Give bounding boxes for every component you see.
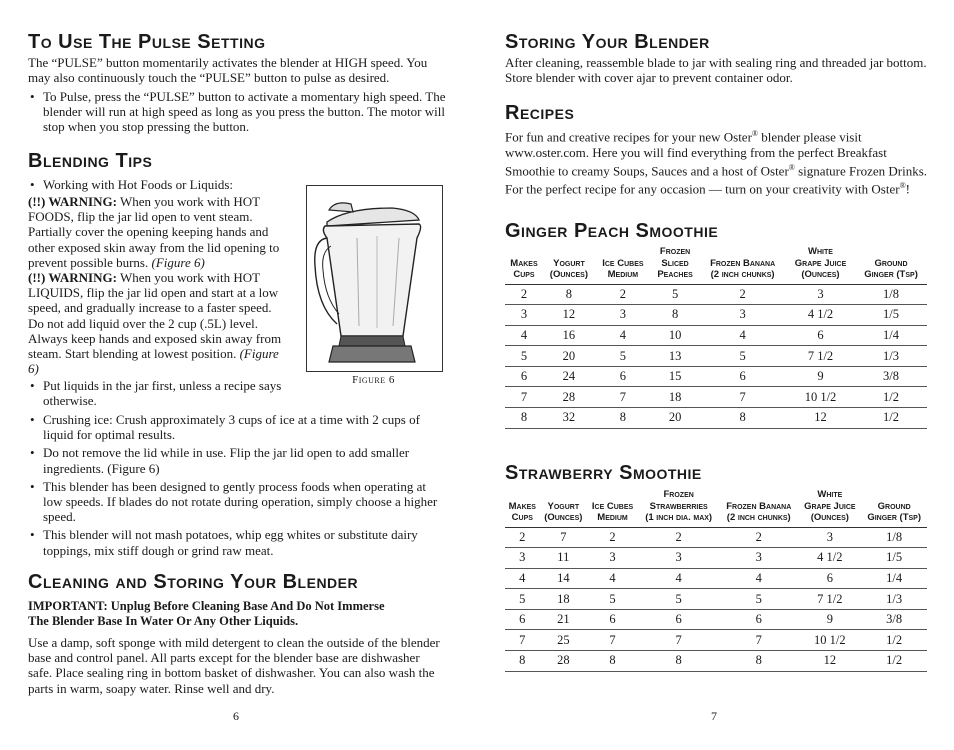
column-header-line: Ice Cubes bbox=[602, 257, 644, 269]
table-row bbox=[505, 609, 927, 630]
column-header-line: Makes bbox=[510, 257, 538, 269]
hot-foods-list bbox=[28, 177, 298, 192]
table-cell: 13 bbox=[651, 346, 699, 367]
table-cell: 6 bbox=[587, 609, 638, 630]
table-row bbox=[505, 284, 927, 305]
table-cell: 4 1/2 bbox=[798, 548, 861, 569]
table-header-row bbox=[505, 246, 927, 284]
table-cell: 3 bbox=[638, 548, 719, 569]
column-header-line: Ginger (Tsp) bbox=[867, 512, 921, 523]
table-cell: 1/2 bbox=[855, 408, 927, 429]
table-cell: 5 bbox=[638, 589, 719, 610]
table-row bbox=[505, 651, 927, 672]
hot-foods-bullet: • Working with Hot Foods or Liquids: bbox=[28, 177, 298, 192]
table-cell: 6 bbox=[798, 568, 861, 589]
table-cell: 10 bbox=[651, 325, 699, 346]
table-cell: 15 bbox=[651, 366, 699, 387]
important-line-1: IMPORTANT: Unplug Before Cleaning Base And Do Not Immerse bbox=[28, 599, 385, 613]
blending-tips-list bbox=[28, 412, 446, 558]
column-header-line: Frozen Banana bbox=[726, 500, 792, 512]
table-cell: 7 bbox=[638, 630, 719, 651]
figure-reference: (Figure 6) bbox=[151, 254, 205, 270]
column-header bbox=[798, 489, 861, 527]
table-cell: 8 bbox=[699, 408, 786, 429]
table-cell: 3 bbox=[595, 305, 651, 326]
warning-hot-liquids bbox=[28, 270, 286, 376]
recipes-text: ! bbox=[905, 181, 910, 197]
table-row bbox=[505, 408, 927, 429]
strawberry-table bbox=[505, 489, 927, 672]
figure-reference: (Figure 6) bbox=[28, 346, 279, 377]
table-cell: 1/3 bbox=[861, 589, 927, 610]
registered-mark: ® bbox=[899, 181, 906, 191]
table-cell: 7 bbox=[505, 387, 543, 408]
cleaning-heading: Cleaning and Storing Your Blender bbox=[28, 571, 359, 593]
table-cell: 18 bbox=[651, 387, 699, 408]
important-line-2: The Blender Base In Water Or Any Other Liquids. bbox=[28, 614, 299, 628]
table-cell: 3 bbox=[699, 305, 786, 326]
table-cell: 5 bbox=[595, 346, 651, 367]
blender-figure bbox=[306, 185, 443, 372]
column-header bbox=[543, 246, 595, 284]
table-cell: 2 bbox=[638, 527, 719, 548]
table-cell: 8 bbox=[587, 651, 638, 672]
table-cell: 6 bbox=[505, 609, 540, 630]
table-cell: 4 bbox=[699, 325, 786, 346]
table-cell: 1/2 bbox=[861, 651, 927, 672]
table-cell: 12 bbox=[543, 305, 595, 326]
column-header bbox=[861, 489, 927, 527]
column-header bbox=[786, 246, 855, 284]
column-header-line: Strawberries bbox=[649, 500, 708, 512]
warning-label: (!!) WARNING: bbox=[28, 194, 117, 209]
table-cell: 2 bbox=[719, 527, 798, 548]
column-header-line: Frozen Banana bbox=[710, 257, 776, 269]
table-cell: 5 bbox=[505, 589, 540, 610]
column-header bbox=[651, 246, 699, 284]
table-cell: 4 1/2 bbox=[786, 305, 855, 326]
table-cell: 3/8 bbox=[855, 366, 927, 387]
table-row bbox=[505, 387, 927, 408]
table-cell: 7 bbox=[595, 387, 651, 408]
pulse-heading: To Use The Pulse Setting bbox=[28, 31, 266, 53]
column-header bbox=[719, 489, 798, 527]
column-header-line: Ground bbox=[877, 500, 911, 512]
table-cell: 18 bbox=[540, 589, 587, 610]
table-cell: 3 bbox=[798, 527, 861, 548]
column-header-line: Peaches bbox=[657, 269, 693, 280]
table-row bbox=[505, 366, 927, 387]
table-cell: 8 bbox=[638, 651, 719, 672]
table-cell: 2 bbox=[595, 284, 651, 305]
table-cell: 1/8 bbox=[861, 527, 927, 548]
warning-hot-foods bbox=[28, 194, 286, 270]
table-header-row bbox=[505, 489, 927, 527]
ginger-peach-table bbox=[505, 246, 927, 429]
column-header-line: White bbox=[817, 489, 843, 500]
column-header-line: (Ounces) bbox=[544, 512, 583, 523]
column-header-line: Medium bbox=[597, 512, 628, 523]
table-cell: 8 bbox=[505, 651, 540, 672]
table-cell: 3 bbox=[786, 284, 855, 305]
table-cell: 1/2 bbox=[861, 630, 927, 651]
table-cell: 7 bbox=[719, 630, 798, 651]
table-cell: 20 bbox=[543, 346, 595, 367]
column-header bbox=[855, 246, 927, 284]
table-cell: 6 bbox=[786, 325, 855, 346]
table-cell: 7 bbox=[587, 630, 638, 651]
table-cell: 25 bbox=[540, 630, 587, 651]
table-cell: 4 bbox=[638, 568, 719, 589]
table-cell: 1/2 bbox=[855, 387, 927, 408]
table-cell: 2 bbox=[587, 527, 638, 548]
table-row bbox=[505, 630, 927, 651]
table-cell: 4 bbox=[505, 568, 540, 589]
pulse-list bbox=[28, 89, 446, 135]
put-liquids-list bbox=[28, 378, 290, 408]
registered-mark: ® bbox=[751, 129, 758, 138]
figure-caption: Figure 6 bbox=[352, 374, 395, 386]
table-cell: 3 bbox=[505, 548, 540, 569]
pulse-bullet: • To Pulse, press the “PULSE” button to activate a momentary high speed. The blender will run at high speed as long as you press the button. The motor will stop when you stop pressing the button. bbox=[28, 89, 446, 135]
table-cell: 7 bbox=[699, 387, 786, 408]
table-cell: 6 bbox=[505, 366, 543, 387]
table-cell: 3/8 bbox=[861, 609, 927, 630]
warning-text: When you work with HOT LIQUIDS, flip the jar lid open and start at a low speed, and gradually increase to a faster speed. Do not add liquid over the 2 cup (.5L) level. Always keep hands and exposed skin away from steam. Start blending at lowest position. bbox=[28, 270, 282, 362]
table-cell: 3 bbox=[587, 548, 638, 569]
column-header-line: Cups bbox=[513, 269, 535, 280]
table-cell: 2 bbox=[699, 284, 786, 305]
recipes-text: blender please visit www.oster.com. Here you will find everything from the perfect Breakfast Smoothie to creamy Soups, Sauces and a host of Oster bbox=[505, 129, 887, 179]
table-cell: 12 bbox=[798, 651, 861, 672]
table-cell: 1/3 bbox=[855, 346, 927, 367]
table-row bbox=[505, 346, 927, 367]
table-cell: 7 1/2 bbox=[798, 589, 861, 610]
column-header-line: (2 inch chunks) bbox=[726, 512, 791, 523]
column-header-line: Ground bbox=[874, 257, 908, 269]
table-cell: 21 bbox=[540, 609, 587, 630]
table-cell: 5 bbox=[587, 589, 638, 610]
column-header-line: (Ounces) bbox=[549, 269, 589, 280]
column-header bbox=[505, 246, 543, 284]
column-header bbox=[587, 489, 638, 527]
table-cell: 8 bbox=[651, 305, 699, 326]
column-header-line: Medium bbox=[607, 269, 639, 280]
table-cell: 7 1/2 bbox=[786, 346, 855, 367]
column-header-line: Makes bbox=[508, 500, 536, 512]
recipes-text: For fun and creative recipes for your new Oster bbox=[505, 129, 752, 145]
table-cell: 4 bbox=[595, 325, 651, 346]
page-number-left: 6 bbox=[233, 709, 239, 723]
table-cell: 12 bbox=[786, 408, 855, 429]
registered-mark: ® bbox=[788, 162, 795, 172]
column-header-line: Cups bbox=[511, 512, 533, 523]
column-header-line: (Ounces) bbox=[801, 269, 840, 280]
list-item: • Crushing ice: Crush approximately 3 cups of ice at a time with 2 cups of liquid for optimal results. bbox=[28, 412, 446, 442]
recipes-body bbox=[505, 126, 927, 197]
table-cell: 5 bbox=[651, 284, 699, 305]
column-header-line: Ginger (Tsp) bbox=[864, 269, 918, 280]
table-row bbox=[505, 568, 927, 589]
table-cell: 5 bbox=[699, 346, 786, 367]
column-header-line: Ice Cubes bbox=[591, 500, 634, 512]
table-cell: 10 1/2 bbox=[786, 387, 855, 408]
table-cell: 2 bbox=[505, 284, 543, 305]
warning-text: When you work with HOT FOODS, flip the jar lid open to vent steam. Partially cover the opening keeping hands and other exposed skin away from the lid opening to prevent possible burns. bbox=[28, 194, 280, 270]
table-cell: 6 bbox=[699, 366, 786, 387]
blending-tips-heading: Blending Tips bbox=[28, 150, 153, 172]
table-cell: 8 bbox=[595, 408, 651, 429]
table-cell: 5 bbox=[719, 589, 798, 610]
table-cell: 32 bbox=[543, 408, 595, 429]
table-cell: 20 bbox=[651, 408, 699, 429]
table-row bbox=[505, 325, 927, 346]
storing-body: After cleaning, reassemble blade to jar with sealing ring and threaded jar bottom. Store blender with cover ajar to prevent container odor. bbox=[505, 55, 927, 86]
column-header bbox=[595, 246, 651, 284]
column-header bbox=[699, 246, 786, 284]
blender-illustration bbox=[307, 186, 442, 371]
pulse-intro: The “PULSE” button momentarily activates the blender at HIGH speed. You may also continuously touch the “PULSE” button to pulse as desired. bbox=[28, 55, 428, 86]
table-cell: 8 bbox=[505, 408, 543, 429]
column-header-line: Yogurt bbox=[547, 500, 580, 512]
recipes-heading: Recipes bbox=[505, 102, 575, 124]
table-cell: 6 bbox=[719, 609, 798, 630]
page-number-right: 7 bbox=[711, 709, 717, 723]
table-row bbox=[505, 589, 927, 610]
column-header-line: Frozen bbox=[659, 246, 691, 257]
column-header-line: Yogurt bbox=[553, 257, 585, 269]
table-cell: 2 bbox=[505, 527, 540, 548]
table-cell: 24 bbox=[543, 366, 595, 387]
table-cell: 9 bbox=[786, 366, 855, 387]
table-cell: 11 bbox=[540, 548, 587, 569]
column-header bbox=[505, 489, 540, 527]
column-header-line: Grape Juice bbox=[804, 500, 856, 512]
list-item: • Do not remove the lid while in use. Flip the jar lid open to add smaller ingredients. (Figure 6) bbox=[28, 445, 446, 475]
column-header-line: (2 inch chunks) bbox=[710, 269, 775, 280]
table-cell: 3 bbox=[505, 305, 543, 326]
column-header-line: Frozen bbox=[663, 489, 694, 500]
table-cell: 28 bbox=[540, 651, 587, 672]
table-row bbox=[505, 548, 927, 569]
table-cell: 10 1/2 bbox=[798, 630, 861, 651]
table-cell: 9 bbox=[798, 609, 861, 630]
column-header-line: Sliced bbox=[661, 257, 689, 269]
table-cell: 16 bbox=[543, 325, 595, 346]
table-cell: 7 bbox=[540, 527, 587, 548]
strawberry-heading: Strawberry Smoothie bbox=[505, 462, 702, 484]
column-header-line: White bbox=[808, 246, 833, 257]
table-cell: 3 bbox=[719, 548, 798, 569]
table-cell: 4 bbox=[587, 568, 638, 589]
table-cell: 4 bbox=[719, 568, 798, 589]
table-cell: 1/4 bbox=[861, 568, 927, 589]
recipes-text: signature Frozen Drinks. For the perfect recipe for any occasion — turn on your creativity with Oster bbox=[505, 163, 928, 197]
table-cell: 1/5 bbox=[855, 305, 927, 326]
table-cell: 4 bbox=[505, 325, 543, 346]
table-cell: 6 bbox=[638, 609, 719, 630]
put-liquids-bullet: • Put liquids in the jar first, unless a recipe says otherwise. bbox=[28, 378, 290, 408]
warning-label: (!!) WARNING: bbox=[28, 270, 117, 285]
table-cell: 14 bbox=[540, 568, 587, 589]
table-cell: 8 bbox=[719, 651, 798, 672]
table-cell: 1/8 bbox=[855, 284, 927, 305]
table-cell: 6 bbox=[595, 366, 651, 387]
table-cell: 1/4 bbox=[855, 325, 927, 346]
ginger-peach-heading: Ginger Peach Smoothie bbox=[505, 220, 719, 242]
table-row bbox=[505, 527, 927, 548]
column-header-line: (Ounces) bbox=[810, 512, 849, 523]
column-header-line: Grape Juice bbox=[794, 257, 847, 269]
table-cell: 1/5 bbox=[861, 548, 927, 569]
list-item: • This blender will not mash potatoes, whip egg whites or substitute dairy toppings, mix stiff dough or grind raw meat. bbox=[28, 527, 446, 557]
cleaning-body: Use a damp, soft sponge with mild detergent to clean the outside of the blender base and control panel. All parts except for the blender base are dishwasher safe. Place sealing ring in bottom basket of dishwasher. You can also wash the parts in warm, soapy water. Rinse well and dry. bbox=[28, 635, 440, 696]
column-header-line: (1 inch dia. max) bbox=[645, 512, 713, 523]
table-cell: 7 bbox=[505, 630, 540, 651]
table-cell: 5 bbox=[505, 346, 543, 367]
column-header bbox=[638, 489, 719, 527]
table-row bbox=[505, 305, 927, 326]
table-cell: 8 bbox=[543, 284, 595, 305]
storing-heading: Storing Your Blender bbox=[505, 31, 710, 53]
column-header bbox=[540, 489, 587, 527]
list-item: • This blender has been designed to gently process foods when operating at low speeds. If blades do not rotate during operation, simply choose a higher speed. bbox=[28, 479, 446, 525]
table-cell: 28 bbox=[543, 387, 595, 408]
